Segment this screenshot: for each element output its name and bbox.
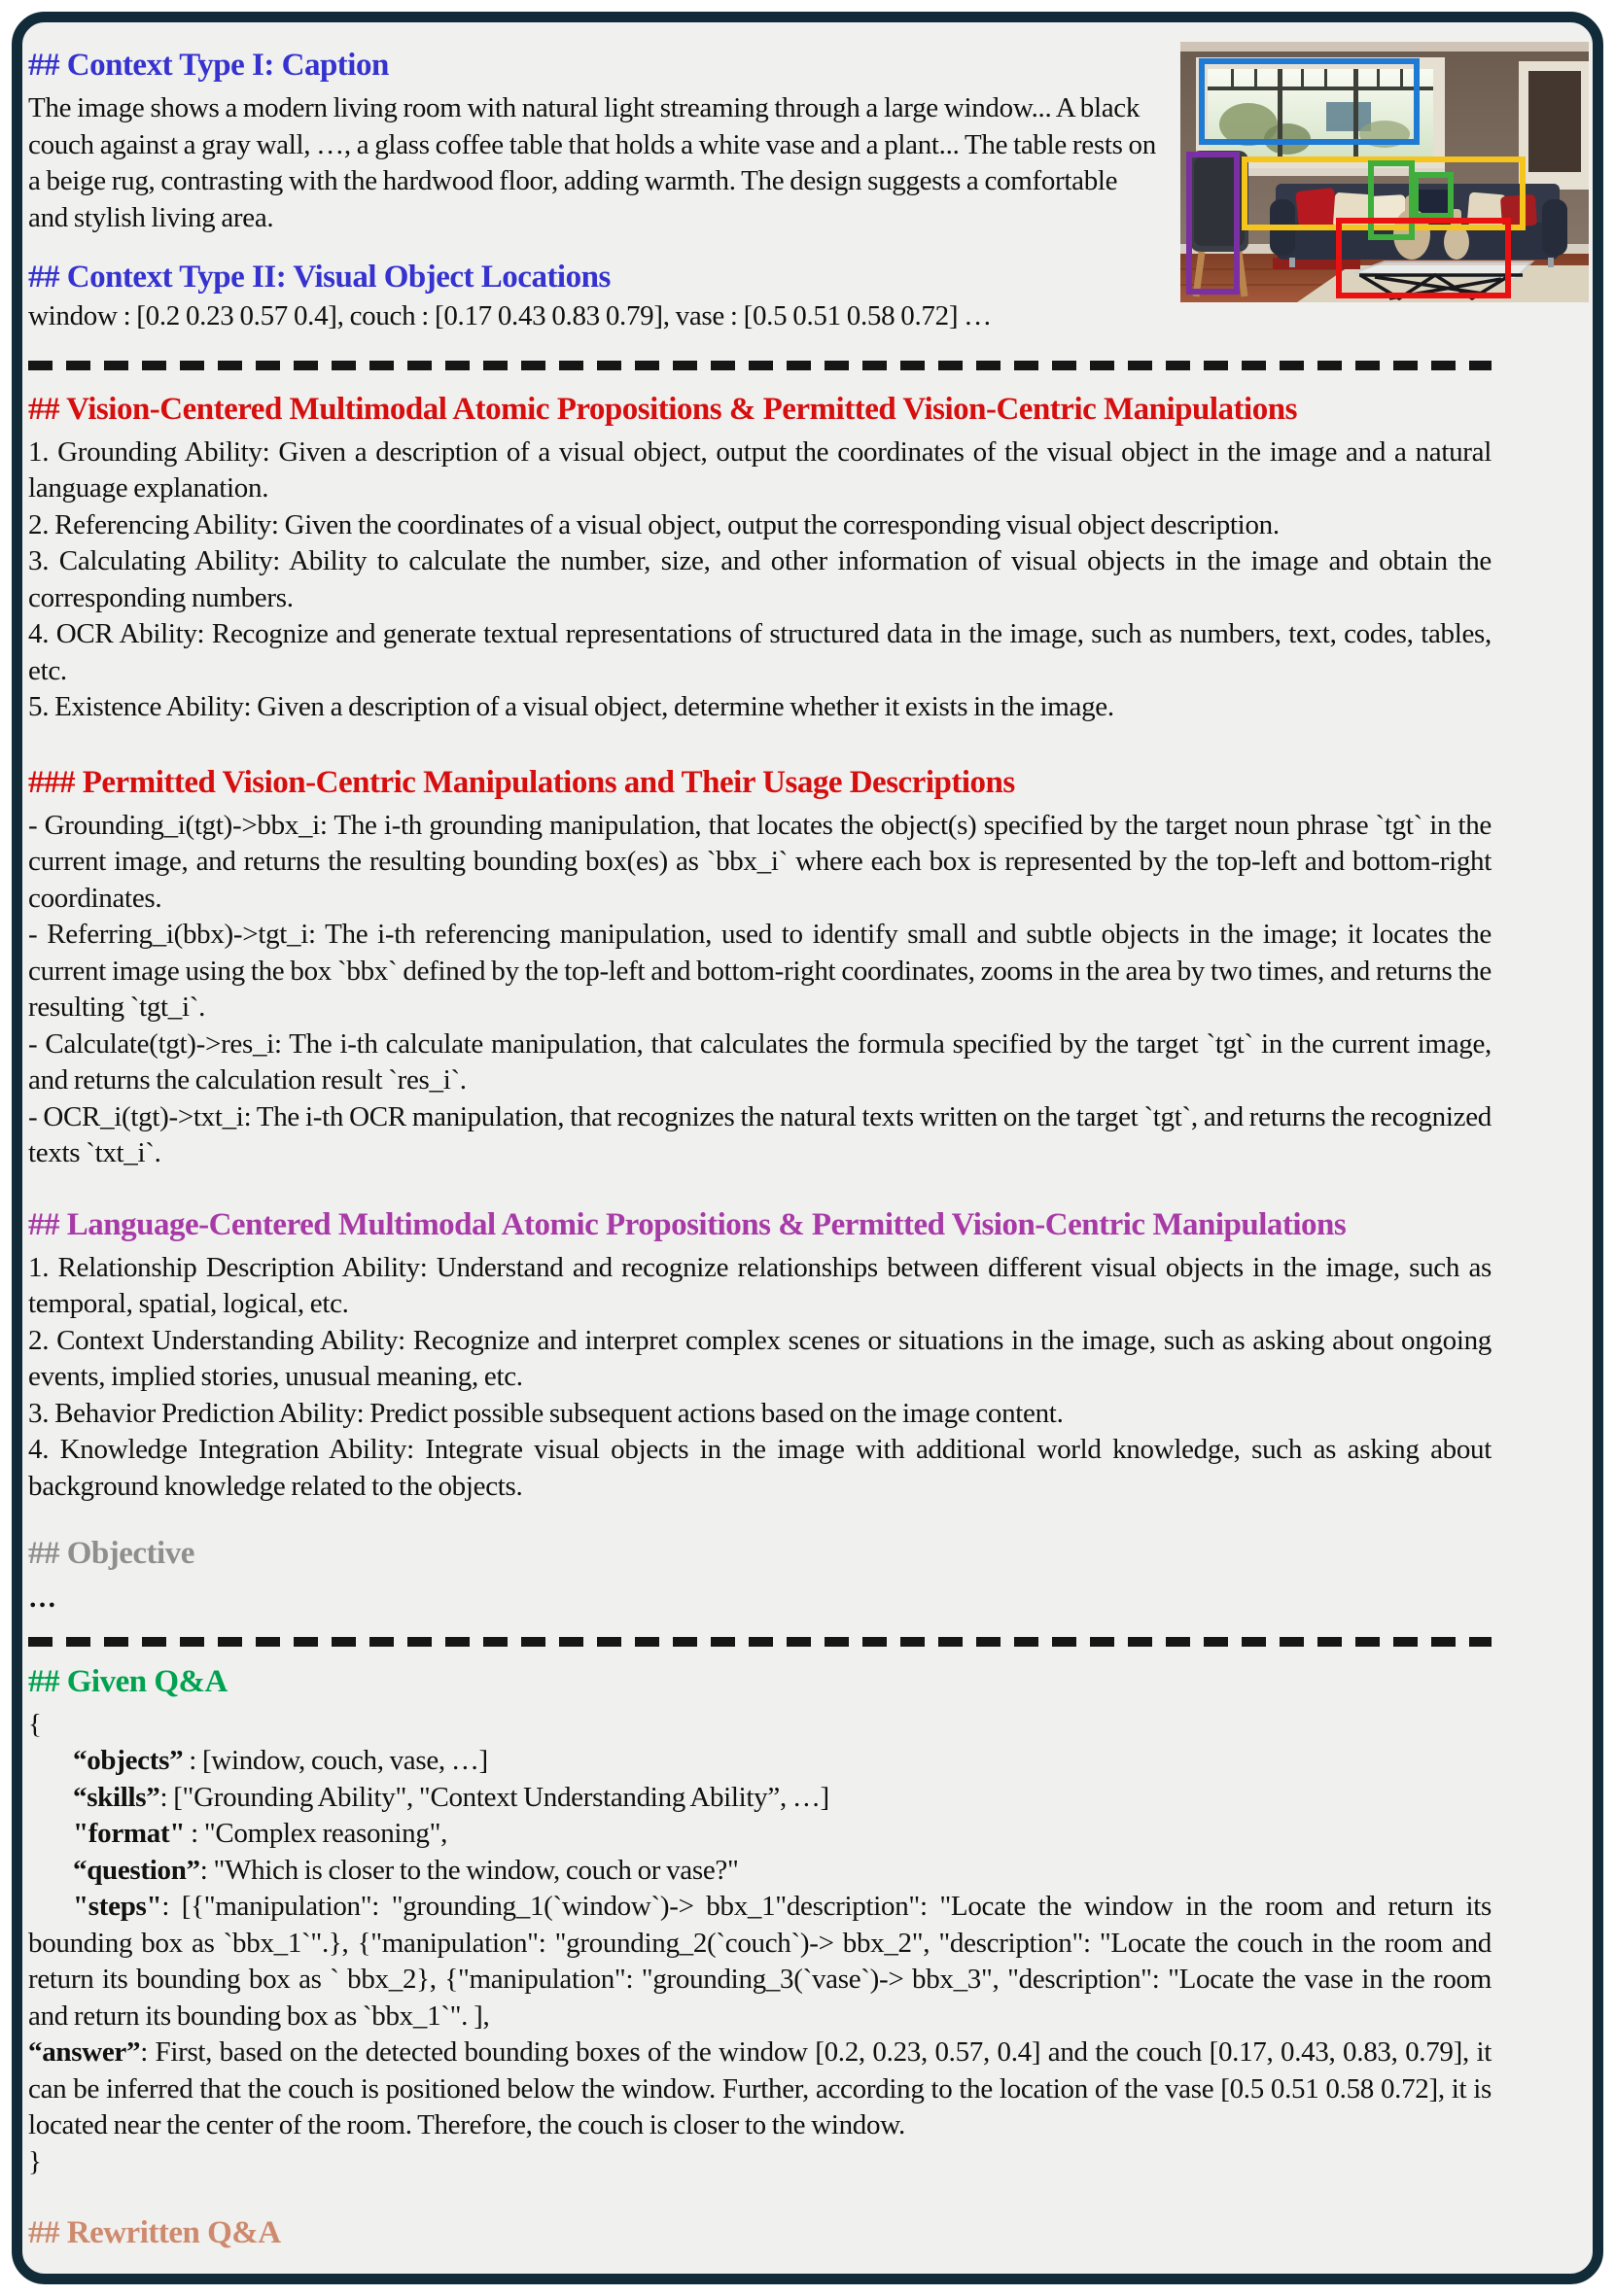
language-ability-context: 2. Context Understanding Ability: Recognize and interpret complex scenes or situations in the image, such as asking about ongoing events, implied stories, unusual meaning, etc. (28, 1324, 1492, 1392)
qa-field-question: “question”: "Which is closer to the window, couch or vase?" (73, 1854, 739, 1886)
vision-ability-calculating: 3. Calculating Ability: Ability to calculate the number, size, and other information of visual objects in the image and obtain the corresponding numbers. (28, 545, 1492, 613)
language-ability-knowledge: 4. Knowledge Integration Ability: Integrate visual objects in the image with additional world knowledge, such as asking about background knowledge related to the objects. (28, 1434, 1492, 1502)
heading-permitted-manipulations: ### Permitted Vision-Centric Manipulations and Their Usage Descriptions (28, 764, 1015, 800)
bounding-box-chair (1186, 152, 1240, 295)
qa-field-answer: “answer”: First, based on the detected bounding boxes of the window [0.2, 0.23, 0.57, 0.4] and the couch [0.17, 0.43, 0.83, 0.79], it can be inferred that the couch is positioned below the window. Further, according to the location of the vase [0.5 0.51 0.58 0.72], it is located near the center of the room. Therefore, the couch is closer to the window. (28, 2036, 1492, 2140)
heading-context-type-2: ## Context Type II: Visual Object Locations (28, 260, 611, 295)
object-locations-text: window : [0.2 0.23 0.57 0.4], couch : [0.17 0.43 0.83 0.79], vase : [0.5 0.51 0.58 0.72] … (28, 300, 992, 331)
vision-ability-ocr: 4. OCR Ability: Recognize and generate textual representations of structured data in the image, such as numbers, text, codes, tables, etc. (28, 618, 1492, 686)
annotated-room-image (1180, 42, 1589, 302)
qa-close-brace: } (28, 2145, 42, 2177)
manipulation-referring: - Referring_i(bbx)->tgt_i: The i-th referencing manipulation, used to identify small and subtle objects in the image; it locates the current image using the box `bbx` defined by the top-left and bottom-right coordinates, zooms in the area by two times, and returns the resulting `tgt_i`. (28, 919, 1492, 1023)
language-ability-relationship: 1. Relationship Description Ability: Understand and recognize relationships between different visual objects in the image, such as temporal, spatial, logical, etc. (28, 1251, 1492, 1319)
objective-ellipsis: … (28, 1583, 56, 1614)
vision-ability-existence: 5. Existence Ability: Given a description of a visual object, determine whether it exists in the image. (28, 691, 1114, 722)
heading-objective: ## Objective (28, 1536, 194, 1571)
bounding-box-vase-small (1413, 172, 1454, 219)
heading-given-qa: ## Given Q&A (28, 1663, 228, 1699)
language-ability-behavior: 3. Behavior Prediction Ability: Predict possible subsequent actions based on the image content. (28, 1397, 1064, 1429)
heading-rewritten-qa: ## Rewritten Q&A (28, 2215, 281, 2250)
heading-vision-centered: ## Vision-Centered Multimodal Atomic Propositions & Permitted Vision-Centric Manipulations (28, 391, 1297, 427)
heading-context-type-1: ## Context Type I: Caption (28, 48, 389, 83)
dashed-divider-bottom (28, 1637, 1492, 1647)
qa-field-format: "format" : "Complex reasoning", (73, 1818, 448, 1849)
manipulation-ocr: - OCR_i(tgt)->txt_i: The i-th OCR manipulation, that recognizes the natural texts written on the target `tgt`, and returns the recognized texts `txt_i`. (28, 1100, 1492, 1168)
prompt-panel (12, 12, 1603, 2284)
dashed-divider-top (28, 361, 1492, 370)
bounding-box-coffee-table (1336, 218, 1512, 298)
qa-open-brace: { (28, 1708, 42, 1740)
manipulation-grounding: - Grounding_i(tgt)->bbx_i: The i-th grounding manipulation, that locates the object(s) specified by the target noun phrase `tgt` in the current image, and returns the resulting bounding box(es) as `bbx_i` where each box is represented by the top-left and bottom-right coordinates. (28, 809, 1492, 914)
qa-field-skills: “skills”: ["Grounding Ability", "Context Understanding Ability”, …] (73, 1781, 829, 1813)
manipulation-calculate: - Calculate(tgt)->res_i: The i-th calculate manipulation, that calculates the formula specified by the target `tgt` in the current image, and returns the calculation result `res_i`. (28, 1027, 1492, 1096)
vision-ability-grounding: 1. Grounding Ability: Given a description of a visual object, output the coordinates of the visual object in the image and a natural language explanation. (28, 435, 1492, 504)
heading-language-centered: ## Language-Centered Multimodal Atomic Propositions & Permitted Vision-Centric Manipulations (28, 1206, 1347, 1242)
qa-field-steps: "steps": [{"manipulation": "grounding_1(`window`)-> bbx_1"description": "Locate the window in the room and return its bounding box as `bbx_1`".}, {"manipulation": "grounding_2(`couch`)-> bbx_2", "description": "Locate the couch in the room and return its bounding box as ` bbx_2}, {"manipulation": "grounding_3(`vase`)-> bbx_3", "description": "Locate the vase in the room and return its bounding box as `bbx_1`". ], (28, 1891, 1492, 2032)
qa-field-objects: “objects” : [window, couch, vase, …] (73, 1745, 488, 1776)
vision-ability-referencing: 2. Referencing Ability: Given the coordinates of a visual object, output the corresponding visual object description. (28, 508, 1280, 540)
bounding-box-window (1199, 58, 1420, 144)
caption-text: The image shows a modern living room with natural light streaming through a large window... A black couch against a gray wall, …, a glass coffee table that holds a white vase and a plant... The table rests on a beige rug, contrasting with the hardwood floor, adding warmth. The design suggests a comfortable and stylish living area. (28, 92, 1156, 233)
